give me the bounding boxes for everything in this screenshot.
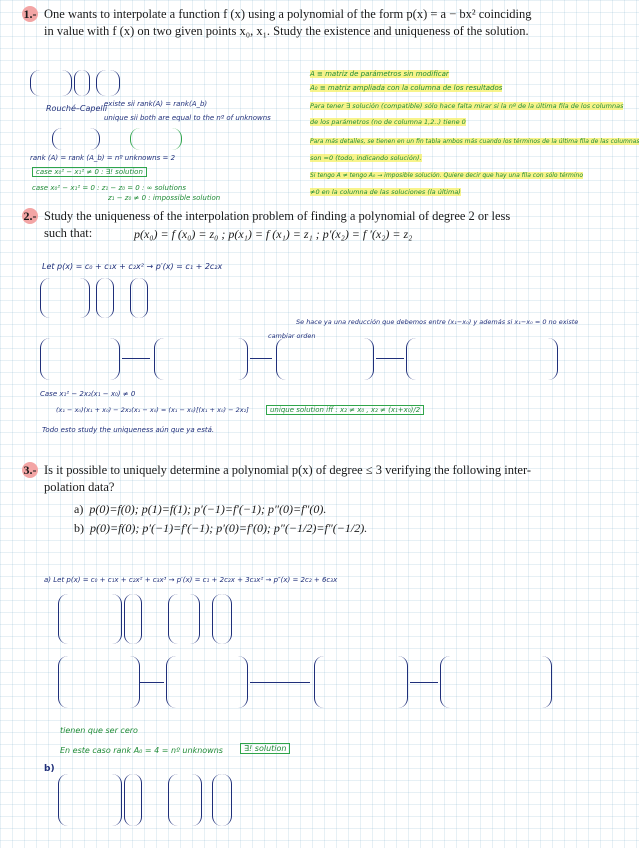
- matrix: [166, 656, 248, 708]
- problem-1: [22, 6, 582, 40]
- handwritten-note: Para más detalles, se tienen en un fin tabla ambos más cuando los términos de la última fila de las columnas: [310, 138, 639, 145]
- handwritten-note: rank (A) = rank (A_b) = nº unknowns = 2: [30, 154, 176, 162]
- handwritten-note: Rouché–Capelli: [46, 104, 108, 113]
- matrix: [74, 70, 90, 96]
- handwritten-note: Si tengo A ≠ tengo A₀ → imposible solución. Quiere decir que hay una fila con sólo término: [310, 172, 583, 179]
- problem-3: [22, 462, 582, 496]
- matrix: [30, 70, 72, 96]
- handwritten-note: Todo esto study the uniqueness aún que ya está.: [42, 426, 215, 434]
- handwritten-note: cambiar orden: [268, 332, 316, 340]
- matrix: [58, 656, 140, 708]
- handwritten-note: existe sii rank(A) = rank(A_b): [104, 100, 208, 108]
- matrix: [314, 656, 408, 708]
- matrix: [168, 594, 200, 644]
- handwritten-note: z₁ − z₀ ≠ 0 : impossible solution: [108, 194, 221, 202]
- matrix: [124, 594, 142, 644]
- handwritten-note: unique solution iff : x₂ ≠ x₀ , x₂ ≠ (x₁+x₀)/2: [266, 406, 424, 414]
- matrix: [58, 774, 122, 826]
- matrix: [96, 278, 114, 318]
- matrix: [276, 338, 374, 380]
- problem-text: polation data?: [44, 480, 115, 494]
- handwritten-note: case x₀² − x₁² = 0 : z₁ − z₀ = 0 : ∞ solutions: [32, 184, 186, 192]
- handwritten-note: A ≡ matriz de parámetros sin modificar: [310, 70, 449, 78]
- item-b: b) p(0)=f(0); p′(−1)=f′(−1); p′(0)=f′(0); p″(−1/2)=f″(−1/2).: [74, 521, 368, 535]
- matrix: [212, 774, 232, 826]
- handwritten-note: Let p(x) = c₀ + c₁x + c₂x² → p′(x) = c₁ + 2c₂x: [42, 262, 223, 271]
- matrix: [440, 656, 552, 708]
- matrix: [58, 594, 122, 644]
- arrow: [376, 358, 404, 359]
- handwritten-note: case x₀² − x₁² ≠ 0 : ∃! solution: [32, 168, 147, 176]
- problem-number: 1.-: [23, 7, 37, 21]
- interpolation-conditions: p(x₀) = f (x₀) = z₀ ; p(x₁) = f (x₁) = z₁ ; p′(x₂) = f ′(x₂) = z₂: [134, 227, 413, 241]
- matrix: [124, 774, 142, 826]
- matrix: [168, 774, 202, 826]
- handwritten-note: unique sii both are equal to the nº of unknowns: [104, 114, 271, 122]
- handwritten-note: de los parámetros (no de columna 1,2..) tiene 0: [310, 118, 466, 126]
- arrow: [410, 682, 438, 683]
- problem-text: Study the uniqueness of the interpolation problem of finding a polynomial of degree 2 or less: [44, 209, 511, 223]
- problem-text: such that:: [44, 226, 93, 240]
- arrow: [250, 358, 272, 359]
- handwritten-note: tienen que ser cero: [60, 726, 138, 735]
- matrix: [406, 338, 558, 380]
- problem-text: Is it possible to uniquely determine a polynomial p(x) of degree ≤ 3 verifying the following inter-: [44, 463, 532, 477]
- handwritten-note: a) Let p(x) = c₀ + c₁x + c₂x² + c₃x³ → p′(x) = c₁ + 2c₂x + 3c₃x² → p″(x) = 2c₂ + 6c₃x: [44, 576, 338, 584]
- arrow: [250, 682, 310, 683]
- matrix: [212, 594, 232, 644]
- arrow: [140, 682, 164, 683]
- handwritten-note: Case x₁² − 2x₂(x₁ − x₀) ≠ 0: [40, 390, 136, 398]
- problem-number: 3.-: [23, 463, 37, 477]
- arrow: [122, 358, 150, 359]
- handwritten-note: A₀ ≡ matriz ampliada con la columna de los resultados: [310, 84, 503, 92]
- handwritten-note: ∃! solution: [240, 744, 290, 753]
- problem-number: 2.-: [23, 209, 37, 223]
- problem-text: One wants to interpolate a function f (x) using a polynomial of the form p(x) = a − bx² coinciding: [44, 7, 532, 21]
- matrix: [96, 70, 120, 96]
- problem-text: in value with f (x) on two given points x₀, x₁. Study the existence and uniqueness of the solution.: [44, 24, 529, 38]
- matrix: [130, 128, 182, 150]
- handwritten-note: (x₁ − x₀)(x₁ + x₀) − 2x₂(x₁ − x₀) = (x₁ − x₀)[(x₁ + x₀) − 2x₂]: [56, 406, 249, 414]
- handwritten-note: Se hace ya una reducción que debemos entre (x₁−x₀) y además si x₁−x₀ = 0 no existe: [296, 318, 579, 326]
- handwritten-note: son =0 (todo, indicando solución).: [310, 154, 422, 162]
- matrix: [154, 338, 248, 380]
- matrix: [40, 338, 120, 380]
- handwritten-note: ≠0 en la columna de las soluciones (la última): [310, 188, 461, 196]
- handwritten-note: Para tener ∃ solución (compatible) sólo hace falta mirar si la nº de la última fila de los columnas: [310, 102, 624, 110]
- matrix: [52, 128, 100, 150]
- matrix: [130, 278, 148, 318]
- handwritten-note: En este caso rank A₀ = 4 = nº unknowns: [60, 746, 223, 755]
- matrix: [40, 278, 90, 318]
- handwritten-note: b): [44, 764, 55, 774]
- item-a: a) p(0)=f(0); p(1)=f(1); p′(−1)=f′(−1); p″(0)=f″(0).: [74, 502, 327, 516]
